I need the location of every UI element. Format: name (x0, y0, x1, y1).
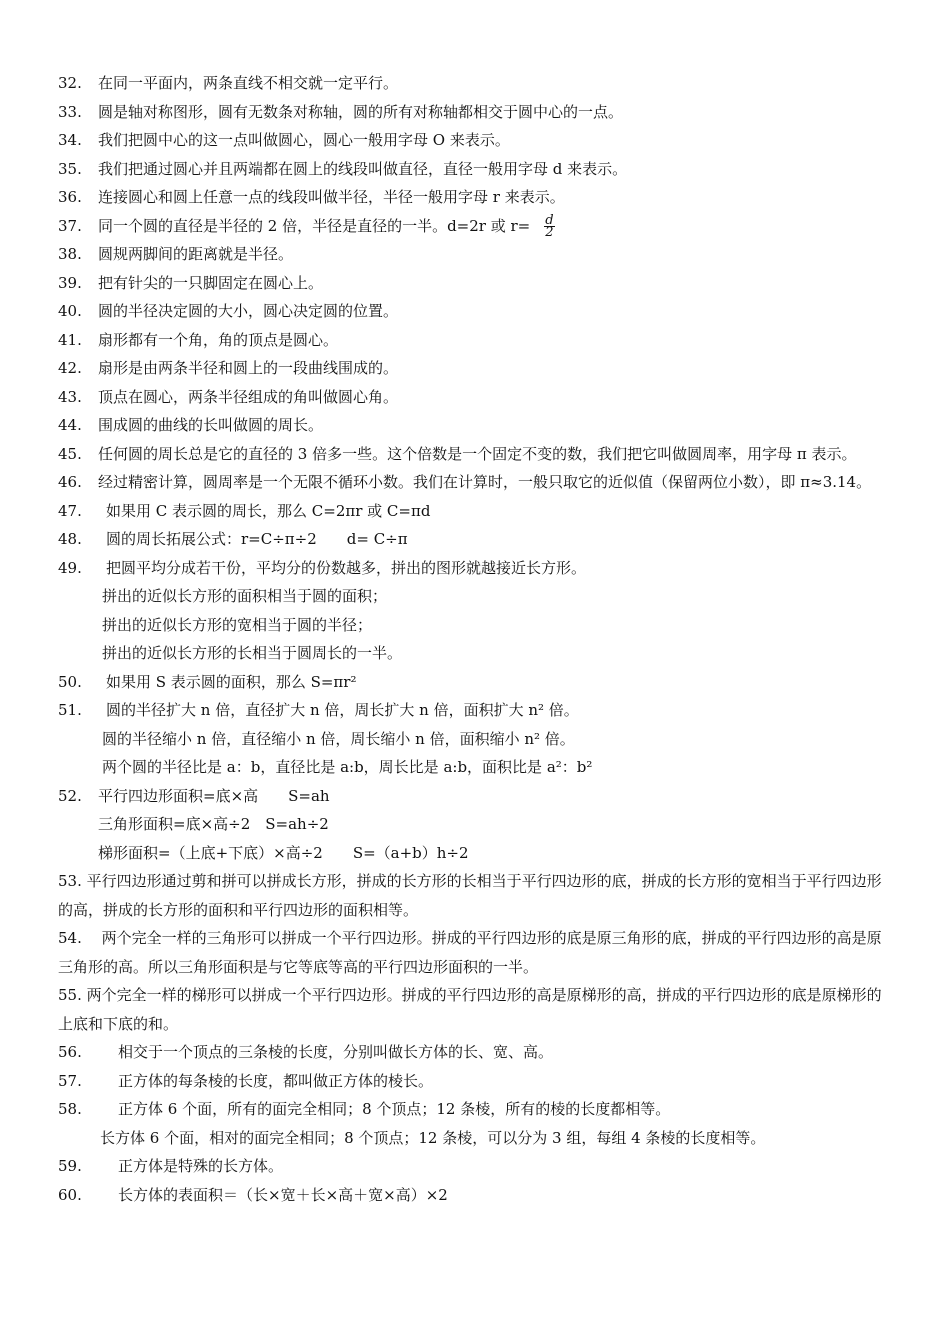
item-number: 45. (58, 444, 82, 463)
item-text: 围成圆的曲线的长叫做圆的周长。 (98, 416, 324, 434)
document-body (58, 69, 898, 1209)
list-item (58, 1067, 898, 1096)
paragraph-55: 55. 两个完全一样的梯形可以拼成一个平行四边形。拼成的平行四边形的高是原梯形的高，拼成的平行四边形的底是原梯形的上底和下底的和。 (58, 986, 882, 1033)
item-number: 44. (58, 416, 82, 434)
item-text: 如果用 C 表示圆的周长，那么 C=2πr 或 C=πd (106, 501, 431, 520)
item-text: 圆的半径扩大 n 倍，直径扩大 n 倍，周长扩大 n 倍，面积扩大 n² 倍。 (106, 701, 579, 719)
list-item (58, 212, 898, 241)
fraction-numerator: d (545, 213, 554, 228)
list-item (58, 497, 898, 526)
list-item (58, 1152, 898, 1181)
item-number: 48. (58, 530, 82, 548)
list-item (58, 69, 898, 98)
item-number: 52. (58, 786, 82, 805)
list-item (58, 98, 898, 127)
list-item (58, 696, 898, 725)
item-text: 正方体 6 个面，所有的面完全相同；8 个顶点；12 条棱，所有的棱的长度都相等。 (118, 1100, 671, 1118)
sub-line: 三角形面积=底×高÷2 S=ah÷2 (98, 815, 329, 833)
item-number: 37. (58, 216, 82, 235)
list-item (58, 297, 898, 326)
item-number: 38. (58, 245, 82, 263)
list-item (58, 1095, 898, 1124)
list-item (58, 782, 898, 811)
item-number: 39. (58, 273, 82, 292)
sub-line: 拼出的近似长方形的长相当于圆周长的一半。 (102, 644, 403, 662)
list-item (58, 440, 898, 469)
item-number: 50. (58, 672, 82, 691)
list-item (58, 554, 898, 583)
item-number: 42. (58, 359, 82, 377)
item-number: 49. (58, 558, 82, 577)
item-text (98, 212, 555, 241)
item-text: 任何圆的周长总是它的直径的 3 倍多一些。这个倍数是一个固定不变的数，我们把它叫做圆周率，用字母 π 表示。 (98, 444, 857, 463)
item-number: 35. (58, 159, 82, 178)
item-text: 圆是轴对称图形，圆有无数条对称轴，圆的所有对称轴都相交于圆中心的一点。 (98, 102, 624, 121)
list-item (58, 269, 898, 298)
paragraph-54: 54. 两个完全一样的三角形可以拼成一个平行四边形。拼成的平行四边形的底是原三角形的底，拼成的平行四边形的高是原三角形的高。所以三角形面积是与它等底等高的平行四边形面积的一半。 (58, 929, 882, 976)
list-item (58, 240, 898, 269)
item-text-main: 同一个圆的直径是半径的 2 倍，半径是直径的一半。d=2r 或 r= (98, 216, 531, 235)
item-text: 圆的周长拓展公式：r=C÷π÷2 d= C÷π (106, 530, 408, 548)
sub-line: 梯形面积=（上底+下底）×高÷2 S=（a+b）h÷2 (98, 843, 469, 862)
sub-line: 拼出的近似长方形的宽相当于圆的半径； (102, 615, 373, 634)
list-item (58, 155, 898, 184)
sub-line: 两个圆的半径比是 a：b，直径比是 a:b，周长比是 a:b，面积比是 a²：b² (102, 758, 593, 776)
list-item (58, 383, 898, 412)
item-number: 59. (58, 1157, 82, 1175)
item-text: 正方体是特殊的长方体。 (118, 1157, 284, 1175)
sub-line: 圆的半径缩小 n 倍，直径缩小 n 倍，周长缩小 n 倍，面积缩小 n² 倍。 (102, 729, 575, 748)
item-number: 56. (58, 1043, 82, 1061)
item-text: 长方体的表面积＝（长×宽＋长×高＋宽×高）×2 (118, 1185, 448, 1204)
fraction-d-over-2 (544, 215, 554, 238)
item-number: 51. (58, 701, 82, 719)
list-item (58, 126, 898, 155)
item-text: 我们把通过圆心并且两端都在圆上的线段叫做直径，直径一般用字母 d 来表示。 (98, 159, 628, 178)
item-number: 40. (58, 302, 82, 320)
item-text: 扇形都有一个角，角的顶点是圆心。 (98, 330, 339, 349)
item-text: 圆规两脚间的距离就是半径。 (98, 245, 294, 263)
list-item (58, 411, 898, 440)
list-item (58, 525, 898, 554)
item-number: 43. (58, 387, 82, 406)
item-number: 47. (58, 501, 82, 520)
list-item (58, 326, 898, 355)
item-text: 在同一平面内，两条直线不相交就一定平行。 (98, 74, 399, 92)
item-text: 顶点在圆心，两条半径组成的角叫做圆心角。 (98, 387, 399, 406)
item-text: 连接圆心和圆上任意一点的线段叫做半径，半径一般用字母 r 来表示。 (98, 188, 565, 206)
sub-line: 长方体 6 个面，相对的面完全相同；8 个顶点；12 条棱，可以分为 3 组，每组 4 条棱的长度相等。 (100, 1128, 766, 1147)
item-number: 32. (58, 74, 82, 92)
item-number: 46. (58, 473, 82, 491)
list-item (58, 1181, 898, 1210)
item-number: 41. (58, 330, 82, 349)
item-text: 平行四边形面积=底×高 S=ah (98, 786, 330, 805)
paragraph-53: 53. 平行四边形通过剪和拼可以拼成长方形，拼成的长方形的长相当于平行四边形的底，拼成的长方形的宽相当于平行四边形的高，拼成的长方形的面积和平行四边形的面积相等。 (58, 872, 882, 919)
sub-line: 拼出的近似长方形的面积相当于圆的面积； (102, 587, 388, 605)
item-number: 57. (58, 1071, 82, 1090)
fraction-denominator: 2 (545, 225, 554, 240)
item-text: 正方体的每条棱的长度，都叫做正方体的棱长。 (118, 1071, 434, 1090)
item-number: 33. (58, 102, 82, 121)
list-item (58, 668, 898, 697)
item-text: 扇形是由两条半径和圆上的一段曲线围成的。 (98, 359, 399, 377)
item-text: 圆的半径决定圆的大小，圆心决定圆的位置。 (98, 302, 399, 320)
item-text: 我们把圆中心的这一点叫做圆心，圆心一般用字母 O 来表示。 (98, 131, 510, 149)
item-text: 把有针尖的一只脚固定在圆心上。 (98, 273, 324, 292)
list-item (58, 468, 898, 497)
list-item (58, 1038, 898, 1067)
item-text: 如果用 S 表示圆的面积，那么 S=πr² (106, 672, 357, 691)
item-text: 把圆平均分成若干份，平均分的份数越多，拼出的图形就越接近长方形。 (106, 558, 587, 577)
item-number: 58. (58, 1100, 82, 1118)
item-number: 36. (58, 188, 82, 206)
list-item (58, 354, 898, 383)
item-text: 相交于一个顶点的三条棱的长度，分别叫做长方体的长、宽、高。 (118, 1043, 554, 1061)
item-number: 60. (58, 1185, 82, 1204)
item-number: 34. (58, 131, 82, 149)
item-text: 经过精密计算，圆周率是一个无限不循环小数。我们在计算时，一般只取它的近似值（保留两位小数），即 π≈3.14。 (98, 473, 872, 491)
list-item (58, 183, 898, 212)
